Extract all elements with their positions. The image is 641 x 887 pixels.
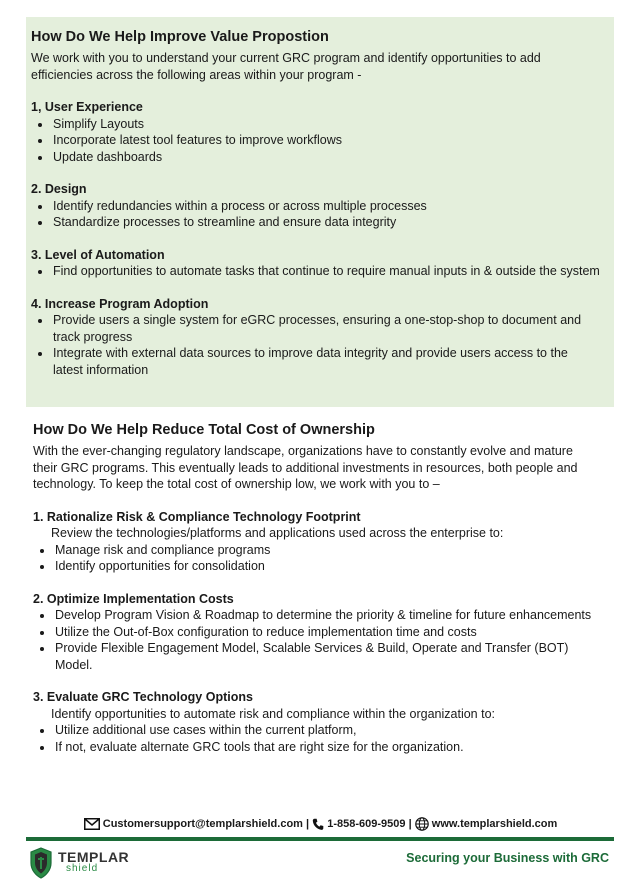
phone-icon <box>312 818 324 831</box>
company-logo <box>30 845 129 881</box>
globe-icon <box>415 817 429 831</box>
logo-wordmark: TEMPLAR <box>58 849 130 865</box>
group-heading: 3. Evaluate GRC Technology Options <box>33 690 253 704</box>
bullet-list <box>33 722 593 755</box>
email-link[interactable]: Customersupport@templarshield.com <box>102 818 303 831</box>
bullet-list <box>31 263 601 280</box>
website-link[interactable]: www.templarshield.com <box>431 818 558 831</box>
group-description: Identify opportunities to automate risk and compliance within the organization to: <box>51 706 496 721</box>
group-heading: 1, User Experience <box>31 100 143 114</box>
value-proposition-section <box>31 28 601 394</box>
list-item: • Utilize additional use cases within the current platform, <box>54 722 593 739</box>
section-intro: We work with you to understand your current GRC program and identify opportunities to add efficiencies across the following areas within your program - <box>31 51 541 82</box>
contact-bar <box>0 816 641 832</box>
list-item: • Standardize processes to streamline and ensure data integrity <box>52 214 601 231</box>
list-item: • Develop Program Vision & Roadmap to determine the priority & timeline for future enhancements <box>54 607 593 624</box>
tagline: Securing your Business with GRC <box>406 851 609 865</box>
section-title: How Do We Help Improve Value Propostion <box>31 29 329 45</box>
list-item: • Identify redundancies within a process or across multiple processes <box>52 198 601 215</box>
separator: | <box>408 818 412 831</box>
bullet-list <box>33 542 593 575</box>
bullet-list <box>31 312 601 378</box>
list-item: • Identify opportunities for consolidation <box>54 558 593 575</box>
bullet-list <box>31 116 601 166</box>
list-item: • Provide users a single system for eGRC processes, ensuring a one-stop-shop to document and track progress <box>52 312 601 345</box>
group-heading: 2. Optimize Implementation Costs <box>33 591 234 606</box>
group-description: Review the technologies/platforms and applications used across the enterprise to: <box>51 526 504 540</box>
total-cost-section <box>33 421 593 771</box>
separator: | <box>306 818 310 831</box>
list-item: • Provide Flexible Engagement Model, Scalable Services & Build, Operate and Transfer (BOT) Model. <box>54 640 593 673</box>
list-item: • Find opportunities to automate tasks that continue to require manual inputs in & outside the system <box>52 263 601 280</box>
section-intro: With the ever-changing regulatory landscape, organizations have to constantly evolve and mature their GRC programs. This eventually leads to additional investments in resources, both people and technology. To keep the total cost of ownership low, we work with you to – <box>33 444 578 491</box>
list-item: • If not, evaluate alternate GRC tools that are right size for the organization. <box>54 739 593 756</box>
list-item: • Integrate with external data sources to improve data integrity and provide users access to the latest information <box>52 345 601 378</box>
list-item: • Utilize the Out-of-Box configuration to reduce implementation time and costs <box>54 624 593 641</box>
group-heading: 3. Level of Automation <box>31 247 165 262</box>
list-item: • Manage risk and compliance programs <box>54 542 593 559</box>
bullet-list <box>33 607 593 673</box>
list-item: • Simplify Layouts <box>52 116 601 133</box>
list-item: • Incorporate latest tool features to improve workflows <box>52 132 601 149</box>
section-title: How Do We Help Reduce Total Cost of Ownership <box>33 422 375 438</box>
group-heading: 2. Design <box>31 182 87 196</box>
footer-divider <box>26 837 614 841</box>
group-heading: 1. Rationalize Risk & Compliance Technology Footprint <box>33 509 361 524</box>
bullet-list <box>31 198 601 231</box>
shield-logo-icon <box>30 847 52 879</box>
phone-number[interactable]: 1-858-609-9509 <box>327 818 406 831</box>
group-heading: 4. Increase Program Adoption <box>31 296 209 311</box>
logo-subtext: shield <box>66 863 99 874</box>
list-item: • Update dashboards <box>52 149 601 166</box>
mail-icon <box>84 818 100 830</box>
